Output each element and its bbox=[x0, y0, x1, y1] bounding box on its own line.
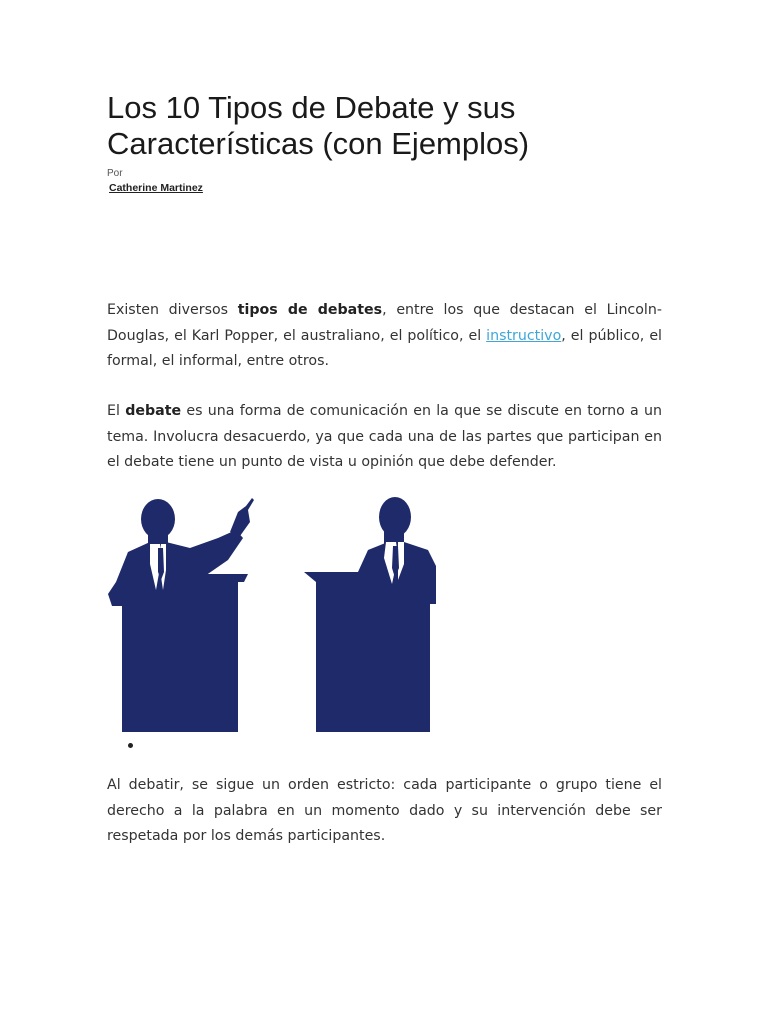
intro-paragraph bbox=[107, 298, 662, 375]
paragraph-text: es una forma de comunicación en la que se discute en torno a un tema. Involucra desacuerdo, ya que cada una de las partes que participan en el debate tiene un punto de vista u opinión que debe defender. bbox=[107, 403, 662, 470]
bold-term: tipos de debates bbox=[237, 302, 383, 318]
paragraph-text: , el público, el formal, el informal, entre otros. bbox=[107, 327, 662, 369]
article-title: Los 10 Tipos de Debate y sus Características (con Ejemplos) bbox=[107, 90, 530, 161]
left-speaker-silhouette bbox=[108, 498, 254, 732]
debate-silhouettes-image bbox=[106, 494, 438, 734]
list-bullet bbox=[128, 743, 133, 748]
bold-term: debate bbox=[125, 403, 182, 419]
right-speaker-silhouette bbox=[304, 497, 436, 732]
paragraph-text: Existen diversos bbox=[107, 302, 238, 318]
definition-paragraph bbox=[107, 399, 662, 476]
paragraph-text: , entre los que destacan el Lincoln-Douglas, el Karl Popper, el australiano, el político, el bbox=[107, 302, 662, 344]
instructivo-link[interactable]: instructivo bbox=[486, 327, 562, 344]
debate-illustration bbox=[106, 494, 438, 734]
paragraph-text: El bbox=[107, 403, 126, 419]
author-link[interactable]: Catherine Martinez bbox=[109, 182, 203, 194]
byline-label: Por bbox=[107, 168, 123, 179]
order-paragraph: Al debatir, se sigue un orden estricto: cada participante o grupo tiene el derecho a la palabra en un momento dado y su intervención debe ser respetada por los demás participantes. bbox=[107, 777, 662, 844]
